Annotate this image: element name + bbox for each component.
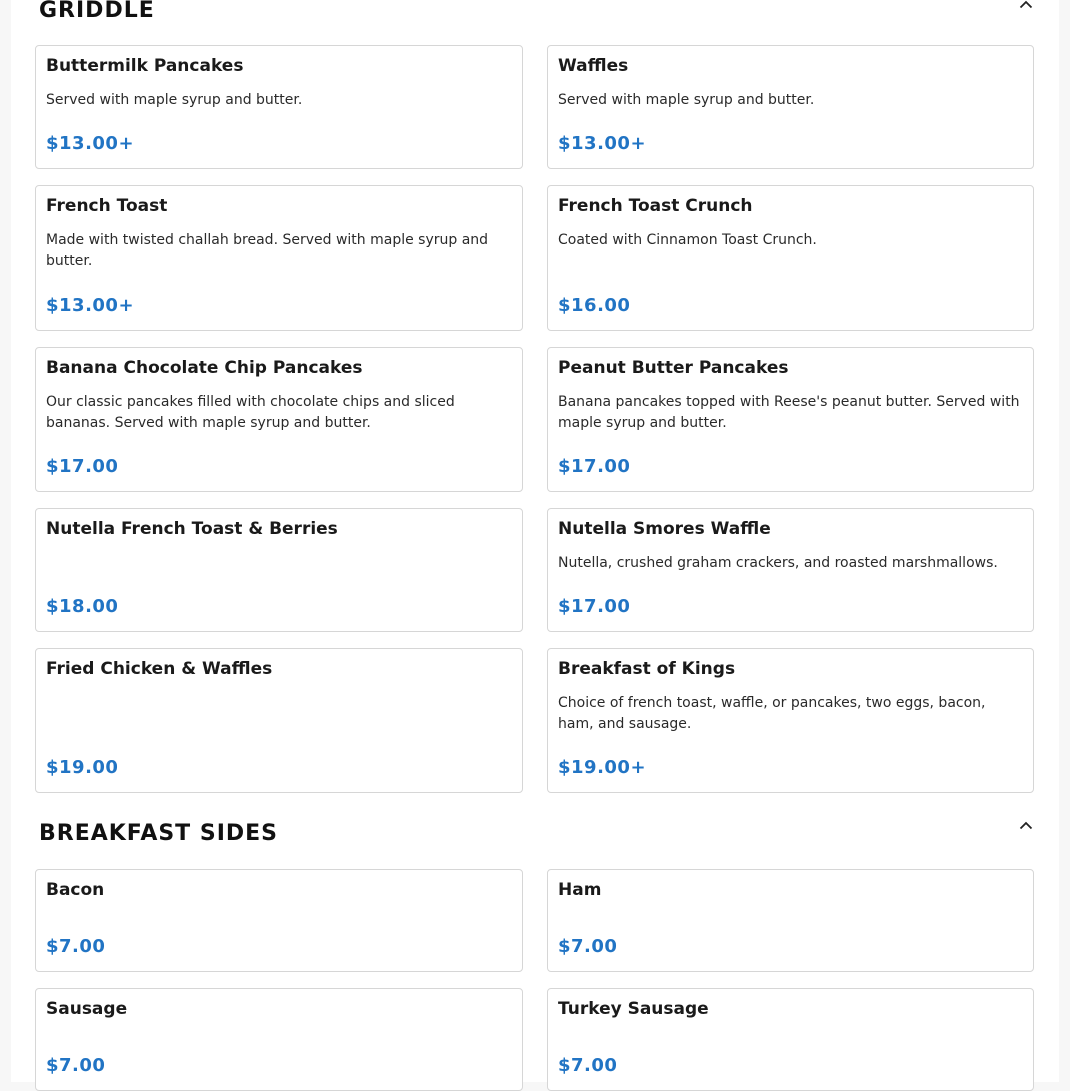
item-price: $19.00: [46, 757, 119, 778]
item-price: $17.00: [558, 596, 631, 617]
menu-item-card[interactable]: [35, 347, 523, 492]
item-name: Fried Chicken & Waffles: [46, 659, 273, 679]
item-name: Bacon: [46, 880, 105, 900]
menu-item-card[interactable]: [547, 185, 1034, 331]
item-price: $13.00+: [558, 133, 647, 154]
item-price: $13.00+: [46, 295, 135, 316]
section-title: BREAKFAST SIDES: [39, 821, 279, 846]
item-description: Nutella, crushed graham crackers, and roasted marshmallows.: [558, 555, 998, 571]
menu-item-card[interactable]: [547, 869, 1034, 972]
item-description: Our classic pancakes filled with chocolate chips and sliced bananas. Served with maple syrup and butter.: [46, 394, 455, 431]
menu-item-card[interactable]: [35, 869, 523, 972]
item-price: $7.00: [46, 936, 106, 957]
menu-item-card[interactable]: [547, 347, 1034, 492]
item-price: $19.00+: [558, 757, 647, 778]
item-description: Made with twisted challah bread. Served with maple syrup and butter.: [46, 232, 489, 269]
menu-page: [11, 0, 1059, 1082]
item-name: French Toast Crunch: [558, 196, 753, 216]
item-name: Buttermilk Pancakes: [46, 56, 244, 76]
section-header-breakfast-sides[interactable]: [39, 821, 1035, 861]
chevron-up-icon[interactable]: [1019, 0, 1031, 12]
item-description: Banana pancakes topped with Reese's peanut butter. Served with maple syrup and butter.: [558, 394, 1020, 431]
item-price: $13.00+: [46, 133, 135, 154]
item-price: $7.00: [558, 936, 618, 957]
menu-item-card[interactable]: [547, 508, 1034, 632]
item-name: Peanut Butter Pancakes: [558, 358, 789, 378]
menu-item-card[interactable]: [547, 988, 1034, 1091]
item-name: Sausage: [46, 999, 128, 1019]
item-price: $16.00: [558, 295, 631, 316]
section-title: GRIDDLE: [39, 0, 155, 23]
item-name: Nutella Smores Waffle: [558, 519, 771, 539]
menu-item-card[interactable]: [547, 648, 1034, 793]
menu-item-card[interactable]: [35, 45, 523, 169]
item-name: Nutella French Toast & Berries: [46, 519, 338, 539]
chevron-up-icon[interactable]: [1019, 821, 1031, 833]
section-header-griddle[interactable]: [39, 0, 1035, 38]
item-name: Breakfast of Kings: [558, 659, 736, 679]
item-name: French Toast: [46, 196, 168, 216]
item-price: $7.00: [558, 1055, 618, 1076]
item-description: Served with maple syrup and butter.: [558, 92, 815, 108]
item-description: Choice of french toast, waffle, or pancakes, two eggs, bacon, ham, and sausage.: [558, 695, 986, 732]
item-description: Coated with Cinnamon Toast Crunch.: [558, 232, 817, 248]
menu-item-card[interactable]: [35, 988, 523, 1091]
item-price: $17.00: [558, 456, 631, 477]
item-name: Waffles: [558, 56, 629, 76]
item-name: Ham: [558, 880, 602, 900]
item-name: Turkey Sausage: [558, 999, 709, 1019]
item-price: $18.00: [46, 596, 119, 617]
menu-item-card[interactable]: [35, 508, 523, 632]
item-price: $17.00: [46, 456, 119, 477]
menu-item-card[interactable]: [547, 45, 1034, 169]
item-name: Banana Chocolate Chip Pancakes: [46, 358, 363, 378]
item-price: $7.00: [46, 1055, 106, 1076]
item-description: Served with maple syrup and butter.: [46, 92, 303, 108]
menu-item-card[interactable]: [35, 185, 523, 331]
menu-item-card[interactable]: [35, 648, 523, 793]
